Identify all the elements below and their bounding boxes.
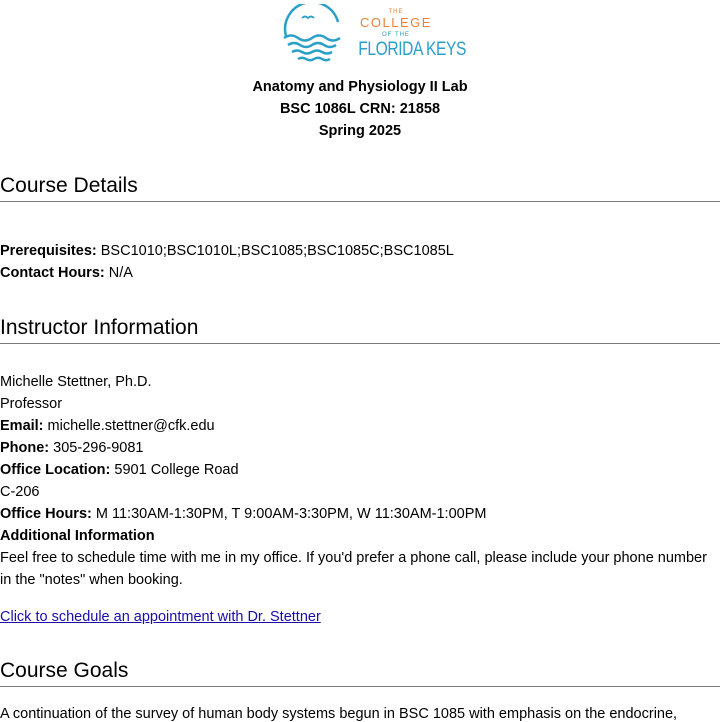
course-goals-text: A continuation of the survey of human body systems begun in BSC 1085 with emphasis on the endocrine,	[0, 706, 678, 722]
office-hours-value: M 11:30AM-1:30PM, T 9:00AM-3:30PM, W 11:30AM-1:00PM	[95, 506, 487, 522]
additional-information-label: Additional Information	[0, 528, 155, 544]
office-hours-row	[0, 506, 486, 522]
instructor-information-heading: Instructor Information	[0, 316, 720, 344]
logo-of-the-text: OF THE	[382, 32, 410, 38]
contact-hours-row	[0, 265, 133, 281]
email-label: Email:	[0, 418, 44, 434]
prerequisites-label: Prerequisites:	[0, 243, 97, 259]
email-value: michelle.stettner@cfk.edu	[47, 418, 215, 434]
schedule-appointment-link[interactable]: Click to schedule an appointment with Dr. Stettner	[0, 609, 321, 625]
course-details-heading: Course Details	[0, 174, 720, 202]
prerequisites-value: BSC1010;BSC1010L;BSC1085;BSC1085C;BSC1085L	[100, 243, 454, 259]
instructor-name: Michelle Stettner, Ph.D.	[0, 374, 152, 390]
college-logo	[282, 4, 466, 64]
logo-florida-keys-text: FLORIDA KEYS	[358, 39, 466, 60]
office-room: C-206	[0, 484, 40, 500]
prerequisites-row	[0, 243, 454, 259]
additional-information-text: Feel free to schedule time with me in my office. If you'd prefer a phone call, please include your phone number in the "notes" when booking.	[0, 550, 707, 588]
contact-hours-label: Contact Hours:	[0, 265, 105, 281]
office-location-label: Office Location:	[0, 462, 111, 478]
logo-sun-waves-icon	[282, 4, 346, 64]
phone-row	[0, 440, 143, 456]
email-row	[0, 418, 215, 434]
logo-the-text: THE	[388, 9, 404, 15]
instructor-title: Professor	[0, 396, 63, 412]
logo-college-text: COLLEGE	[360, 15, 432, 30]
course-goals-heading: Course Goals	[0, 659, 720, 687]
contact-hours-value: N/A	[108, 265, 133, 281]
office-hours-label: Office Hours:	[0, 506, 92, 522]
course-code: BSC 1086L CRN: 21858	[279, 101, 441, 117]
phone-label: Phone:	[0, 440, 50, 456]
office-location-row	[0, 462, 239, 478]
phone-value: 305-296-9081	[53, 440, 144, 456]
office-location-value: 5901 College Road	[114, 462, 239, 478]
course-title: Anatomy and Physiology II Lab	[252, 79, 468, 95]
course-term: Spring 2025	[318, 123, 402, 139]
